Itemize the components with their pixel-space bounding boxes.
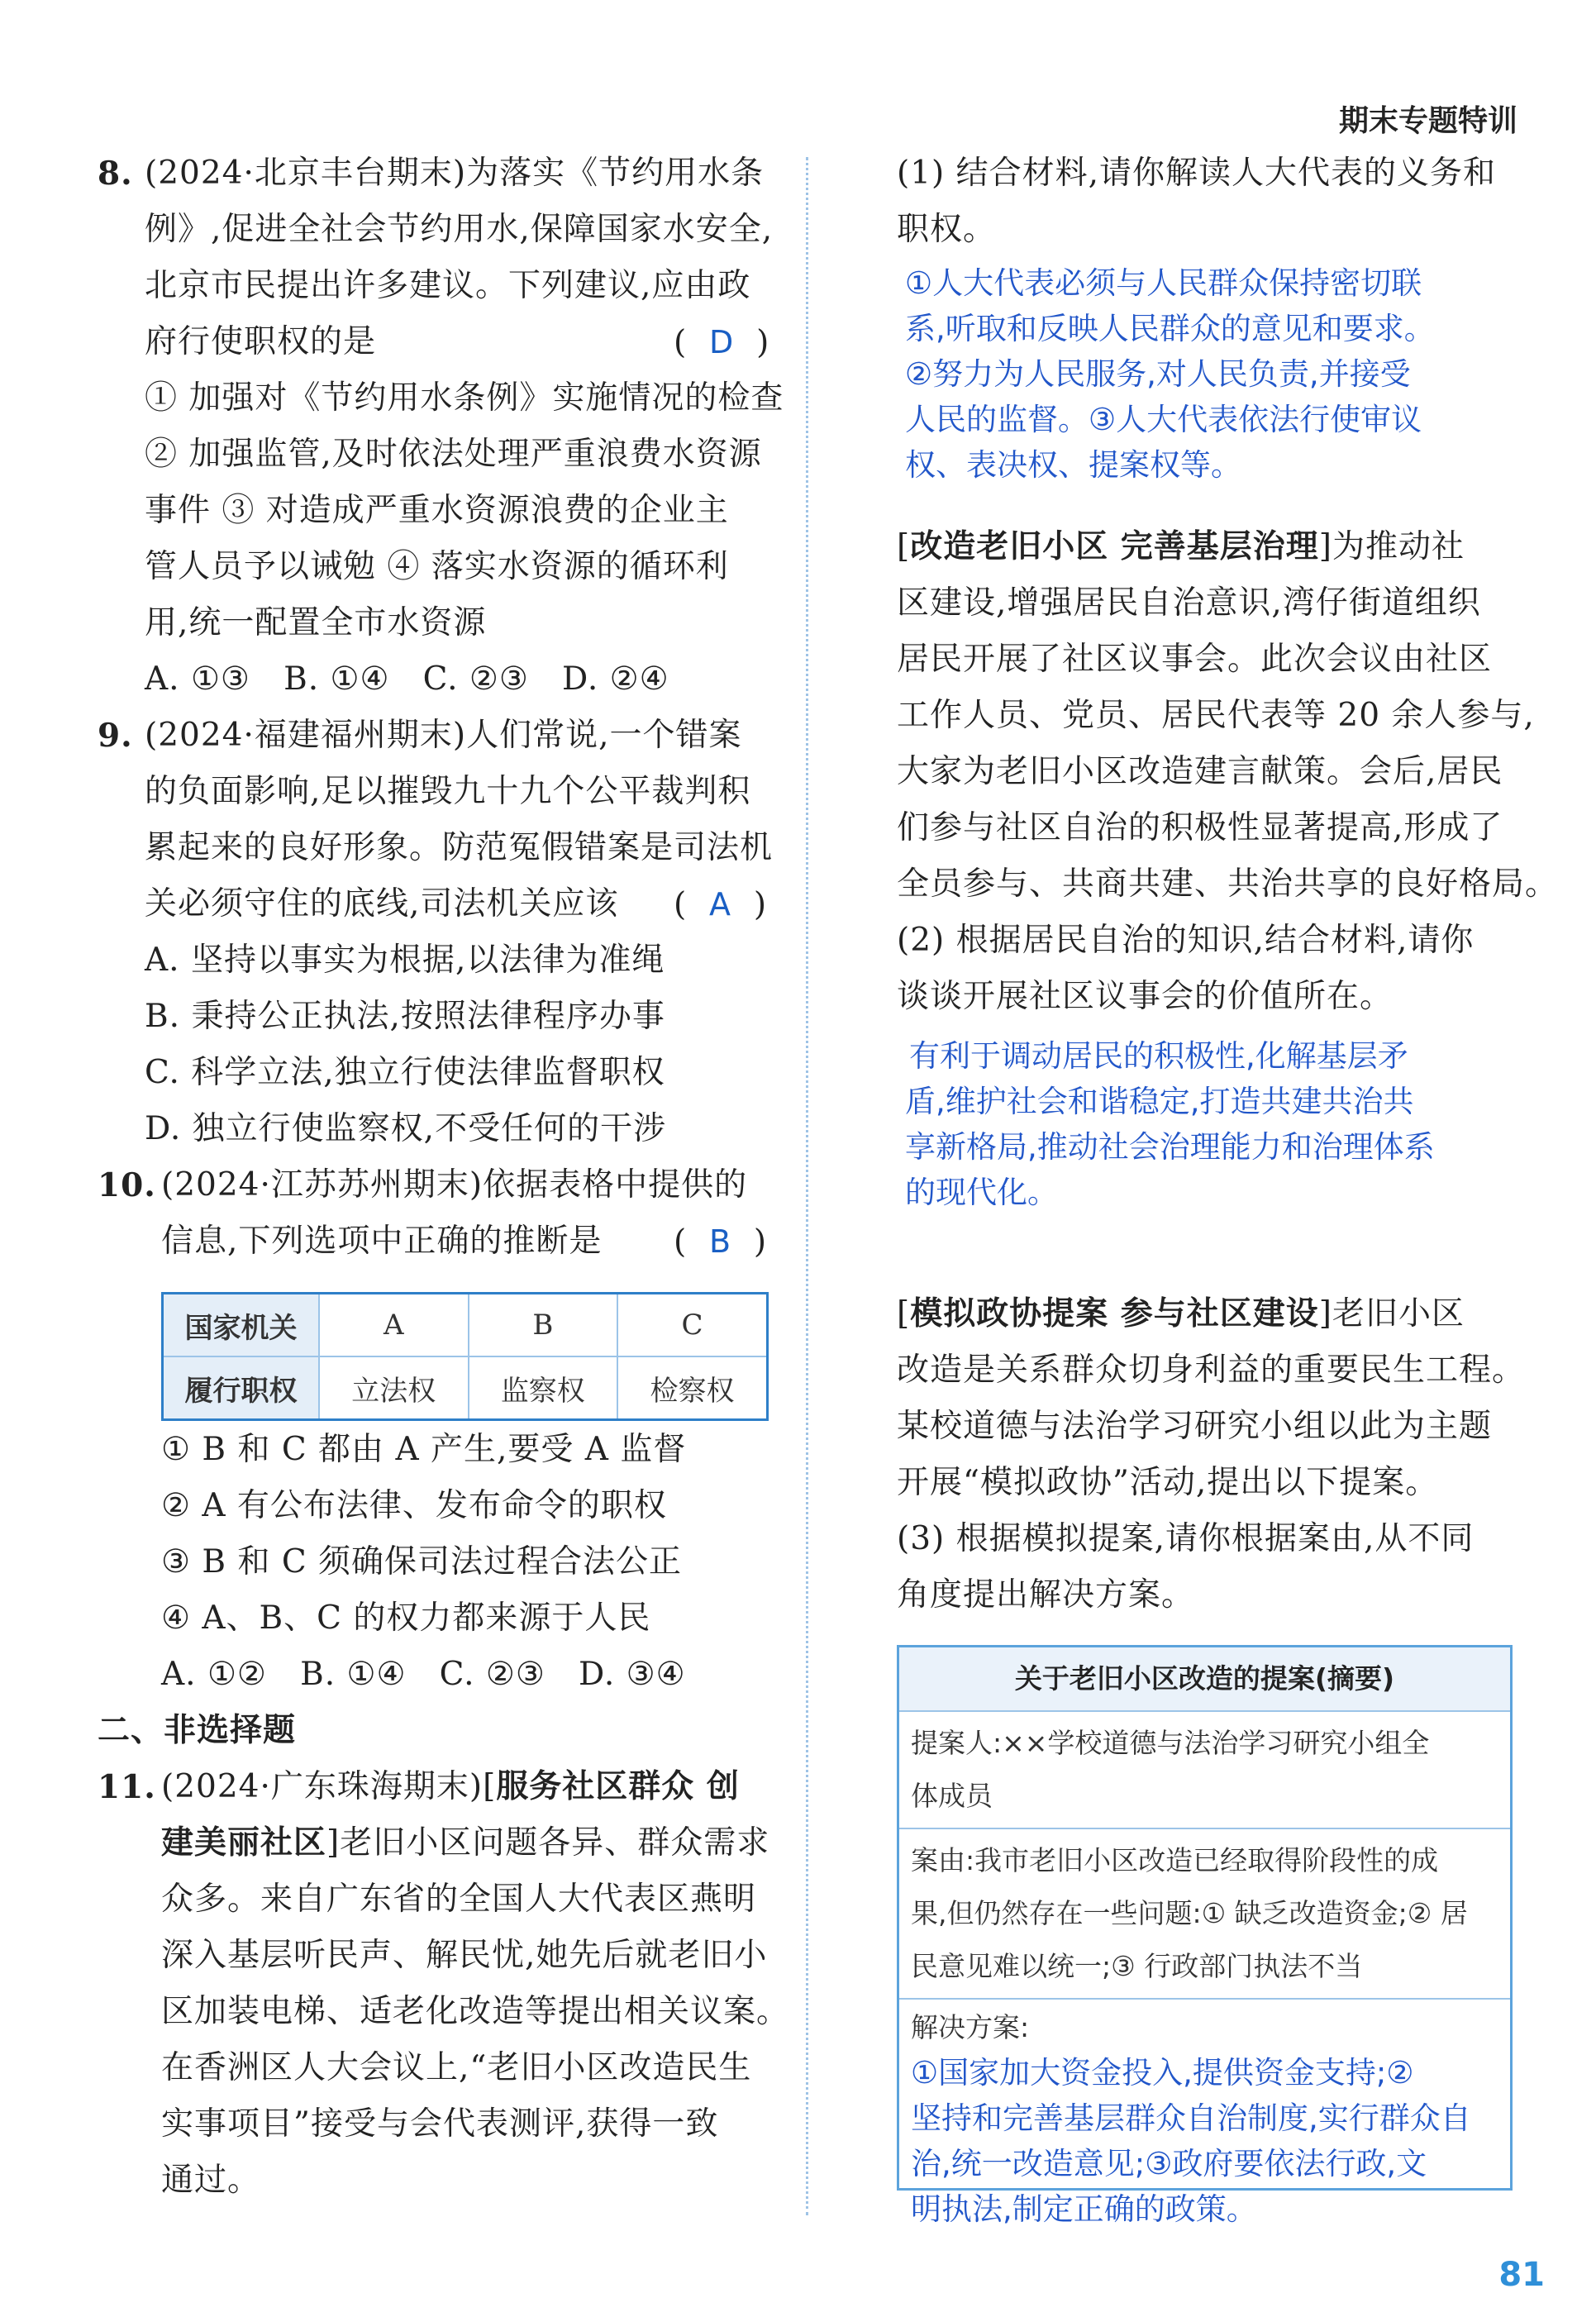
question-text-line: (2024·北京丰台期末)为落实《节约用水条 [145,155,765,192]
question-number: 8. [98,155,133,193]
question-text-line: 在香洲区人大会议上,“老旧小区改造民生 [161,2049,752,2086]
option-line: ② 加强监管,及时依法处理严重浪费水资源 [145,436,762,473]
option-line: ③ B 和 C 须确保司法过程合法公正 [161,1543,683,1580]
question-text-line: (2024·广东珠海期末)[服务社区群众 创 [161,1768,740,1805]
answer-text-line: 的现代化。 [905,1175,1058,1210]
answer-bracket: ( B ) [674,1223,768,1261]
question-text-line: 角度提出解决方案。 [897,1576,1195,1614]
option-line: 用,统一配置全市水资源 [145,604,487,641]
material-text-line: [模拟政协提案 参与社区建设]老旧小区 [897,1295,1465,1333]
option-line: 事件 ③ 对造成严重水资源浪费的企业主 [145,492,729,529]
table-cell: C [617,1294,767,1357]
choice-line: C. 科学立法,独立行使法律监督职权 [145,1054,665,1091]
table-cell: A [319,1294,469,1357]
option-line: ① B 和 C 都由 A 产生,要受 A 监督 [161,1431,687,1468]
proposal-solution [899,2000,1510,2237]
answer-letter: A [709,886,732,923]
choice-line: A. ①③ B. ①④ C. ②③ D. ②④ [145,660,669,698]
table-cell: 检察权 [617,1356,767,1420]
material-text-line: 全员参与、共商共建、共治共享的良好格局。 [897,865,1559,903]
question-text-line: (1) 结合材料,请你解读人大代表的义务和 [897,155,1497,192]
question-number: 11. [98,1768,156,1806]
page-header-title: 期末专题特训 [1338,104,1517,138]
table-cell: 监察权 [469,1356,618,1420]
answer-bracket: ( A ) [674,886,768,923]
question-text-line: 职权。 [897,211,997,248]
answer-text-line: 坚持和完善基层群众自治制度,实行群众自 [911,2100,1471,2136]
table-cell: 立法权 [319,1356,469,1420]
question-text-line: 累起来的良好形象。防范冤假错案是司法机 [145,829,774,866]
answer-text-line: 盾,维护社会和谐稳定,打造共建共治共 [905,1084,1414,1119]
question-number: 10. [98,1166,156,1204]
question-text-line: 众多。来自广东省的全国人大代表区燕明 [161,1881,757,1918]
proposal-title: 关于老旧小区改造的提案(摘要) [899,1647,1510,1712]
question-text-line: 深入基层听民声、解民忧,她先后就老旧小 [161,1937,768,1974]
answer-text-line: ①人大代表必须与人民群众保持密切联 [905,265,1422,301]
proposal-reason: 案由:我市老旧小区改造已经取得阶段性的成 果,但仍然存在一些问题:① 缺乏改造资金;② 居 民意见难以统一;③ 行政部门执法不当 [899,1829,1510,2000]
question-text-line: 例》,促进全社会节约用水,保障国家水安全, [145,211,774,248]
section-heading: 二、非选择题 [98,1712,297,1749]
table-row [163,1294,768,1357]
material-text-line: 区建设,增强居民自治意识,湾仔街道组织 [897,584,1481,622]
question-text-line: 信息,下列选项中正确的推断是 [161,1223,603,1260]
answer-text-line: 享新格局,推动社会治理能力和治理体系 [905,1129,1435,1165]
question-text-line: 谈谈开展社区议事会的价值所在。 [897,978,1394,1015]
column-divider [806,157,808,2215]
question-text-line: 北京市民提出许多建议。下列建议,应由政 [145,267,751,304]
answer-letter: B [709,1223,732,1260]
material-text-line: 工作人员、党员、居民代表等 20 余人参与, [897,697,1535,734]
material-title: 模拟政协提案 参与社区建设 [910,1295,1319,1333]
question-text-line: (2) 根据居民自治的知识,结合材料,请你 [897,922,1475,959]
option-line: ① 加强对《节约用水条例》实施情况的检查 [145,379,784,417]
table-header-cell: 履行职权 [163,1356,320,1420]
question-text-line: (2024·江苏苏州期末)依据表格中提供的 [161,1166,748,1204]
table-cell: B [469,1294,618,1357]
question-text-line: 关必须守住的底线,司法机关应该 [145,885,619,923]
proposal-solution-label: 解决方案: [911,2011,1030,2043]
question-text-line: 区加装电梯、适老化改造等提出相关议案。 [161,1993,790,2030]
page-number: 81 [1498,2256,1545,2294]
choice-line: A. 坚持以事实为根据,以法律为准绳 [145,942,665,979]
answer-text-line: 权、表决权、提案权等。 [905,447,1241,483]
option-line: ④ A、B、C 的权力都来源于人民 [161,1599,651,1637]
material-title: 改造老旧小区 完善基层治理 [910,528,1319,565]
proposal-proposer: 提案人:××学校道德与法治学习研究小组全 体成员 [899,1712,1510,1829]
question-text-line: (2024·福建福州期末)人们常说,一个错案 [145,717,742,754]
choice-line: D. 独立行使监察权,不受任何的干涉 [145,1110,667,1147]
table-row [163,1356,768,1420]
answer-text-line: 系,听取和反映人民群众的意见和要求。 [905,311,1435,346]
option-line: ② A 有公布法律、发布命令的职权 [161,1487,667,1524]
material-title: 服务社区群众 创 [496,1768,740,1805]
material-text-line: 改造是关系群众切身利益的重要民生工程。 [897,1352,1526,1389]
material-text-line: 某校道德与法治学习研究小组以此为主题 [897,1408,1493,1445]
answer-text-line: 人民的监督。③人大代表依法行使审议 [905,402,1422,437]
material-text-line: 大家为老旧小区改造建言献策。会后,居民 [897,753,1503,790]
table-header-cell: 国家机关 [163,1294,320,1357]
answer-text-line: 治,统一改造意见;③政府要依法行政,文 [911,2146,1427,2181]
material-text-line: 居民开展了社区议事会。此次会议由社区 [897,641,1493,678]
question-number: 9. [98,717,133,755]
question-text-line: 通过。 [161,2162,261,2199]
proposal-box [897,1645,1513,2227]
answer-text-line: 有利于调动居民的积极性,化解基层矛 [909,1038,1408,1074]
material-text-line: 开展“模拟政协”活动,提出以下提案。 [897,1464,1439,1501]
option-line: 管人员予以诫勉 ④ 落实水资源的循环利 [145,548,729,585]
question-text-line: 府行使职权的是 [145,323,377,360]
answer-text-line: ①国家加大资金投入,提供资金支持;② [911,2055,1414,2091]
question-text-line: (3) 根据模拟提案,请你根据案由,从不同 [897,1520,1475,1557]
question-text-line: 实事项目”接受与会代表测评,获得一致 [161,2105,719,2143]
answer-bracket: ( D ) [674,324,770,361]
answer-text-line: ②努力为人民服务,对人民负责,并接受 [905,356,1411,392]
organ-power-table [161,1292,769,1421]
choice-line: B. 秉持公正执法,按照法律程序办事 [145,998,665,1035]
question-text-line: 的负面影响,足以摧毁九十九个公平裁判积 [145,773,751,810]
choice-line: A. ①② B. ①④ C. ②③ D. ③④ [161,1656,686,1693]
material-text-line: [改造老旧小区 完善基层治理]为推动社 [897,528,1465,565]
question-text-line: 建美丽社区]老旧小区问题各异、群众需求 [161,1824,770,1862]
answer-text-line: 明执法,制定正确的政策。 [911,2191,1257,2227]
material-title: 建美丽社区 [161,1824,327,1862]
answer-letter: D [709,324,735,360]
material-text-line: 们参与社区自治的积极性显著提高,形成了 [897,809,1503,846]
